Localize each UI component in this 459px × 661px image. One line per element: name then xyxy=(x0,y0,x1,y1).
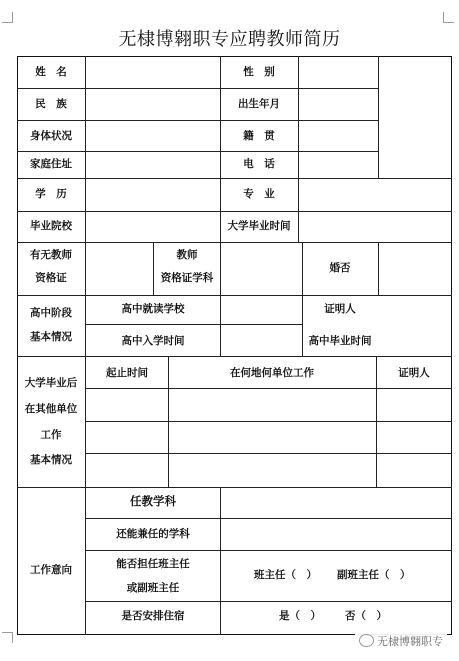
hs-school-field[interactable] xyxy=(222,297,301,323)
label-other-subject: 还能兼任的学科 xyxy=(116,528,190,540)
name-field[interactable] xyxy=(87,58,219,87)
gender-field[interactable] xyxy=(300,58,377,87)
row-divider xyxy=(17,487,452,488)
col-header-unit: 在何地何单位工作 xyxy=(230,367,314,379)
col-divider xyxy=(378,56,379,178)
cert-subject-field[interactable] xyxy=(222,244,301,294)
col-divider xyxy=(220,487,221,635)
col-divider xyxy=(302,242,303,356)
birth-field[interactable] xyxy=(300,90,377,119)
label-cert-subject: 教师 xyxy=(176,249,198,261)
col-divider xyxy=(153,242,154,295)
married-field[interactable] xyxy=(380,244,451,294)
watermark xyxy=(355,632,447,650)
row-divider xyxy=(85,601,452,602)
health-field[interactable] xyxy=(87,122,219,150)
photo-area[interactable] xyxy=(380,58,450,177)
col-divider xyxy=(168,356,169,487)
other-subject-field[interactable] xyxy=(222,520,451,549)
page-corner-mark xyxy=(443,12,454,23)
label-health: 身体状况 xyxy=(30,130,72,142)
dorm-no-option[interactable]: 否（ ） xyxy=(345,610,387,622)
row-divider xyxy=(17,295,452,296)
label-name: 姓 名 xyxy=(35,66,67,78)
label-referee: 证明人 xyxy=(324,303,356,315)
work-unit-field[interactable] xyxy=(170,455,375,486)
work-witness-field[interactable] xyxy=(378,390,451,420)
work-period-field[interactable] xyxy=(87,455,167,486)
row-divider xyxy=(85,388,452,389)
label-subject: 任教学科 xyxy=(130,494,176,508)
label-intent: 工作意向 xyxy=(30,564,72,576)
label-head-teacher: 能否担任班主任 xyxy=(116,558,190,570)
label-major: 专 业 xyxy=(243,188,275,200)
row-divider xyxy=(85,421,452,422)
label-dorm: 是否安排住宿 xyxy=(121,610,185,622)
grad-time-field[interactable] xyxy=(300,213,451,241)
label-work-history-2: 在其他单位 xyxy=(24,403,78,415)
work-unit-field[interactable] xyxy=(170,423,375,452)
work-period-field[interactable] xyxy=(87,423,167,452)
head-teacher-option[interactable]: 班主任（ ） xyxy=(254,569,317,581)
dorm-yes-option[interactable]: 是（ ） xyxy=(279,610,321,622)
label-grad-time: 大学毕业时间 xyxy=(227,220,291,232)
address-field[interactable] xyxy=(87,153,219,177)
label-birth: 出生年月 xyxy=(238,98,280,110)
major-field[interactable] xyxy=(300,180,451,210)
page-corner-mark xyxy=(2,632,13,643)
work-period-field[interactable] xyxy=(87,390,167,420)
label-hs-school: 高中就读学校 xyxy=(121,303,185,315)
label-head-teacher-2: 或副班主任 xyxy=(126,582,180,594)
label-cert-question: 有无教师 xyxy=(30,249,72,261)
label-work-history: 大学毕业后 xyxy=(24,377,78,389)
col-divider xyxy=(376,356,377,487)
row-divider xyxy=(17,151,378,152)
row-divider xyxy=(85,550,452,551)
row-divider xyxy=(17,211,452,212)
origin-field[interactable] xyxy=(300,122,377,150)
label-origin: 籍 贯 xyxy=(243,130,275,142)
col-header-period: 起止时间 xyxy=(106,367,148,379)
row-divider xyxy=(85,453,452,454)
row-divider xyxy=(17,356,452,357)
col-divider xyxy=(220,242,221,356)
watermark-text: 无棣博翱职专 xyxy=(377,635,443,648)
label-cert-subject-2: 资格证学科 xyxy=(160,272,214,284)
label-married: 婚否 xyxy=(329,262,351,274)
label-college: 毕业院校 xyxy=(30,220,72,232)
label-address: 家庭住址 xyxy=(30,158,72,170)
row-divider xyxy=(17,178,452,179)
deputy-head-teacher-option[interactable]: 副班主任（ ） xyxy=(337,569,411,581)
row-divider xyxy=(17,88,378,89)
label-gender: 性 别 xyxy=(243,66,275,78)
label-education: 学 历 xyxy=(35,188,67,200)
work-unit-field[interactable] xyxy=(170,390,375,420)
label-work-history-4: 基本情况 xyxy=(30,454,72,466)
col-divider xyxy=(85,56,86,635)
page-title: 无棣博翱职专应聘教师简历 xyxy=(118,29,341,50)
row-divider xyxy=(85,324,302,325)
hs-grad-field[interactable] xyxy=(380,326,451,355)
wechat-icon xyxy=(359,634,374,647)
row-divider xyxy=(17,120,378,121)
label-hs-grad: 高中毕业时间 xyxy=(308,335,372,347)
col-divider xyxy=(378,242,379,295)
college-field[interactable] xyxy=(87,213,219,241)
label-hs-stage-2: 基本情况 xyxy=(30,331,72,343)
education-field[interactable] xyxy=(87,180,219,210)
ethnicity-field[interactable] xyxy=(87,90,219,119)
row-divider xyxy=(17,242,452,243)
work-witness-field[interactable] xyxy=(378,423,451,452)
label-hs-entry: 高中入学时间 xyxy=(121,335,185,347)
label-ethnicity: 民 族 xyxy=(35,98,67,110)
label-phone: 电 话 xyxy=(243,158,275,170)
col-divider xyxy=(298,56,299,242)
referee-field[interactable] xyxy=(380,297,451,323)
col-header-witness: 证明人 xyxy=(398,367,430,379)
col-divider xyxy=(220,56,221,242)
label-work-history-3: 工作 xyxy=(40,429,62,441)
hs-entry-field[interactable] xyxy=(222,326,301,355)
work-witness-field[interactable] xyxy=(378,455,451,486)
label-cert-question-2: 资格证 xyxy=(35,272,67,284)
cert-field[interactable] xyxy=(87,244,152,294)
page-corner-mark xyxy=(2,12,13,23)
row-divider xyxy=(85,518,452,519)
subject-field[interactable] xyxy=(222,489,451,517)
phone-field[interactable] xyxy=(300,153,377,177)
label-hs-stage: 高中阶段 xyxy=(30,307,72,319)
